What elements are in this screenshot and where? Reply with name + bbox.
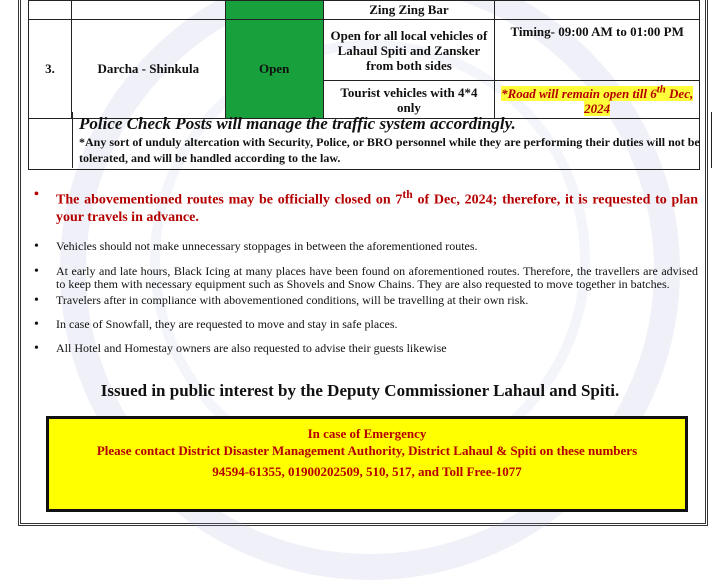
list-item: • Vehicles should not make unnecessary stoppages in between the aforementioned routes. [30, 240, 698, 253]
note-title: Police Check Posts will manage the traffic system accordingly. [79, 114, 516, 133]
list-item: • In case of Snowfall, they are requested to move and stay in safe places. [30, 318, 698, 331]
emergency-heading: In case of Emergency [307, 426, 427, 441]
cell-route: Darcha - Shinkula [71, 20, 225, 119]
cell-timing: Timing- 09:00 AM to 01:00 PM [495, 20, 700, 81]
cell-serial-prev [29, 1, 72, 20]
timing-note-post: Dec, 2024 [584, 86, 694, 117]
cell-serial: 3. [29, 20, 72, 119]
list-item: • All Hotel and Homestay owners are also requested to advise their guests likewise [30, 342, 698, 355]
status-cell: Open [225, 20, 323, 119]
note-body: *Any sort of unduly altercation with Security, Police, or BRO personnel while they are performing their duties will not be tolerated, and will be handled according to the law. [79, 135, 700, 165]
cell-route-tail: Zing Zing Bar [323, 1, 495, 20]
issued-statement: Issued in public interest by the Deputy Commissioner Lahaul and Spiti. [100, 381, 620, 400]
table-row-previous [29, 1, 700, 20]
cell-timing-prev [495, 1, 700, 20]
table-row [29, 20, 700, 81]
cell-route-prev [71, 1, 225, 20]
cell-status-prev [225, 1, 323, 20]
note-inner [72, 112, 712, 168]
list-item: • Travelers after in compliance with abovementioned conditions, will be travelling at their own risk. [30, 294, 698, 307]
emergency-box [46, 416, 688, 512]
closure-sup: th [402, 188, 413, 201]
list-item-closure [30, 186, 698, 226]
cell-conditions-1: Open for all local vehicles of Lahaul Spiti and Zansker from both sides [323, 20, 495, 81]
closure-post: of Dec, 2024; therefore, it is requested to plan your travels in advance. [56, 192, 698, 225]
timing-note-sup: th [656, 84, 666, 96]
closure-pre: The abovementioned routes may be officially closed on 7 [56, 192, 403, 208]
routes-table [28, 0, 700, 119]
note-box [28, 112, 700, 170]
emergency-contact: Please contact District Disaster Management Authority, District Lahaul & Spiti on these numbers [96, 443, 638, 458]
timing-note-pre: *Road will remain open till 6 [501, 86, 657, 102]
emergency-numbers: 94594-61355, 01900202509, 510, 517, and Toll Free-1077 [212, 464, 522, 479]
bullet-list [30, 186, 698, 355]
cell-conditions-2: Tourist vehicles with 4*4 only [323, 81, 495, 119]
list-item: • At early and late hours, Black Icing at many places have been found on aforementioned routes. Therefore, the travellers are advised to keep them with necessary equipment such as Shovels and Snow Chains. They are also requested to move together in batches. [30, 265, 698, 291]
